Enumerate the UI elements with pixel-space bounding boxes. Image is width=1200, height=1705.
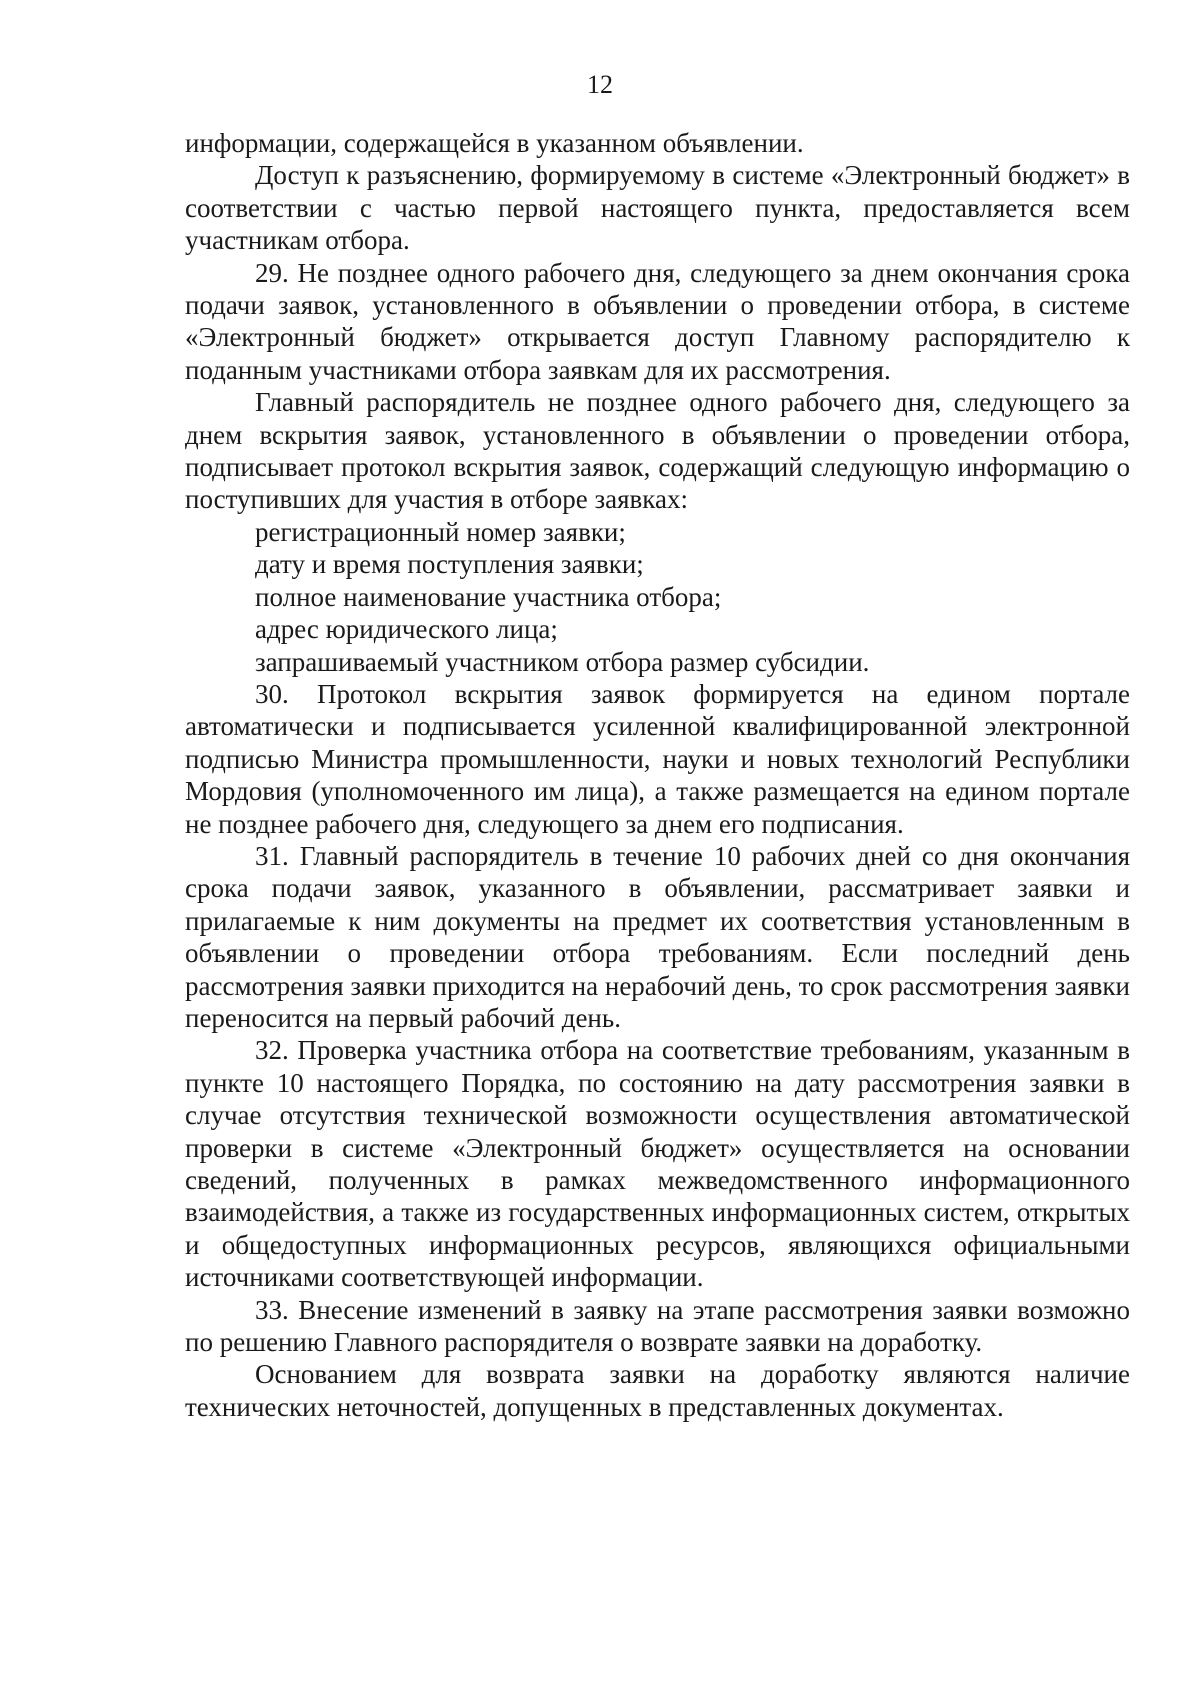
paragraph-clause-32: 32. Проверка участника отбора на соответствие требованиям, указанным в пункте 10 настоящего Порядка, по состоянию на дату рассмотрения заявки в случае отсутствия технической возможности осуществления автоматической проверки в системе «Электронный бюджет» осуществляется на основании сведений, полученных в рамках межведомственного информационного взаимодействия, а также из государственных информационных систем, открытых и общедоступных информационных ресурсов, являющихся официальными источниками соответствующей информации.: [185, 1035, 1130, 1293]
paragraph-return-grounds: Основанием для возврата заявки на доработку являются наличие технических неточностей, допущенных в представленных документах.: [185, 1359, 1130, 1422]
paragraph-clause-30: 30. Протокол вскрытия заявок формируется на едином портале автоматически и подписывается усиленной квалифицированной электронной подписью Министра промышленности, науки и новых технологий Республики Мордовия (уполномоченного им лица), а также размещается на едином портале не позднее рабочего дня, следующего за днем его подписания.: [185, 678, 1130, 839]
document-body: [185, 127, 1130, 1423]
paragraph-clause-29: 29. Не позднее одного рабочего дня, следующего за днем окончания срока подачи заявок, установленного в объявлении о проведении отбора, в системе «Электронный бюджет» открывается доступ Главному распорядителю к поданным участниками отбора заявкам для их рассмотрения.: [185, 257, 1130, 385]
list-item-date-time: дату и время поступления заявки;: [255, 549, 644, 580]
list-item-participant-name: полное наименование участника отбора;: [255, 581, 722, 612]
list-item-legal-address: адрес юридического лица;: [255, 614, 558, 645]
paragraph-clause-33: 33. Внесение изменений в заявку на этапе рассмотрения заявки возможно по решению Главного распорядителя о возврате заявки на доработку.: [185, 1294, 1130, 1358]
list-item-registration-number: регистрационный номер заявки;: [255, 516, 626, 547]
page-number: 12: [587, 70, 613, 99]
paragraph-clarification-access: Доступ к разъяснению, формируемому в системе «Электронный бюджет» в соответствии с частью первой настоящего пункта, предоставляется всем участникам отбора.: [185, 160, 1130, 256]
paragraph-continuation: информации, содержащейся в указанном объявлении.: [185, 128, 804, 158]
paragraph-opening-protocol: Главный распорядитель не позднее одного рабочего дня, следующего за днем вскрытия заявок, установленного в объявлении о проведении отбора, подписывает протокол вскрытия заявок, содержащий следующую информацию о поступивших для участия в отборе заявках:: [185, 387, 1130, 515]
list-item-subsidy-amount: запрашиваемый участником отбора размер субсидии.: [255, 646, 870, 677]
paragraph-clause-31: 31. Главный распорядитель в течение 10 рабочих дней со дня окончания срока подачи заявок, указанного в объявлении, рассматривает заявки и прилагаемые к ним документы на предмет их соответствия установленным в объявлении о проведении отбора требованиям. Если последний день рассмотрения заявки приходится на нерабочий день, то срок рассмотрения заявки переносится на первый рабочий день.: [185, 840, 1130, 1033]
